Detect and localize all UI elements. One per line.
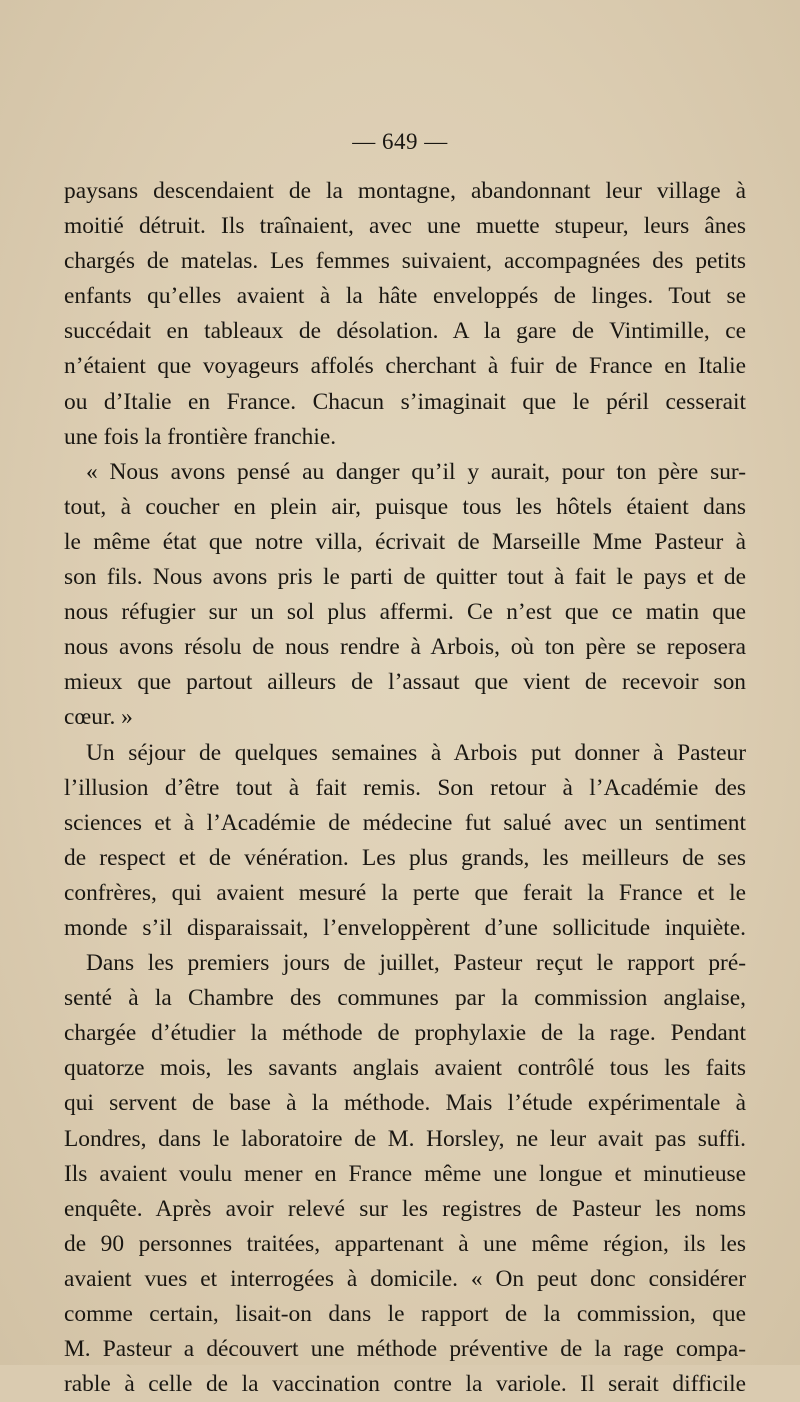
text-line: paysans descendaient de la montagne, abandonnant leur village à bbox=[64, 178, 746, 204]
text-line: de respect et de vénération. Les plus grands, les meilleurs de ses bbox=[64, 844, 746, 871]
text-line: enquête. Après avoir relevé sur les registres de Pasteur les noms bbox=[64, 1195, 746, 1222]
text-line: chargés de matelas. Les femmes suivaient, accompagnées des petits bbox=[64, 248, 746, 275]
text-line: moitié détruit. Ils traînaient, avec une muette stupeur, leurs ânes bbox=[64, 213, 746, 240]
text-line: son fils. Nous avons pris le parti de quitter tout à fait le pays et de bbox=[64, 564, 746, 591]
text-line: cœur. » bbox=[64, 704, 133, 731]
text-line: nous réfugier sur un sol plus affermi. Ce n’est que ce matin que bbox=[64, 599, 746, 626]
text-line: Dans les premiers jours de juillet, Pasteur reçut le rapport pré- bbox=[86, 950, 746, 977]
text-line: le même état que notre villa, écrivait de Marseille Mme Pasteur à bbox=[64, 528, 746, 555]
text-line: de 90 personnes traitées, appartenant à une même région, ils les bbox=[64, 1230, 746, 1257]
text-line: chargée d’étudier la méthode de prophylaxie de la rage. Pendant bbox=[64, 1020, 746, 1047]
text-line: confrères, qui avaient mesuré la perte que ferait la France et le bbox=[64, 879, 746, 906]
text-line: une fois la frontière franchie. bbox=[64, 423, 337, 450]
text-line: Un séjour de quelques semaines à Arbois put donner à Pasteur bbox=[86, 739, 746, 766]
text-line: ou d’Italie en France. Chacun s’imaginait que le péril cesserait bbox=[64, 388, 746, 415]
text-line: senté à la Chambre des communes par la commission anglaise, bbox=[64, 985, 746, 1012]
text-line: Londres, dans le laboratoire de M. Horsley, ne leur avait pas suffi. bbox=[64, 1125, 746, 1152]
text-line: enfants qu’elles avaient à la hâte enveloppés de linges. Tout se bbox=[64, 283, 746, 310]
text-line: qui servent de base à la méthode. Mais l’étude expérimentale à bbox=[64, 1090, 746, 1117]
text-line: « Nous avons pensé au danger qu’il y aurait, pour ton père sur- bbox=[86, 458, 746, 485]
text-line: nous avons résolu de nous rendre à Arbois, où ton père se reposera bbox=[64, 634, 746, 661]
text-line: n’étaient que voyageurs affolés cherchant à fuir de France en Italie bbox=[64, 353, 746, 380]
text-line: quatorze mois, les savants anglais avaient contrôlé tous les faits bbox=[64, 1055, 746, 1082]
text-line: l’illusion d’être tout à fait remis. Son retour à l’Académie des bbox=[64, 774, 746, 801]
text-line: monde s’il disparaissait, l’enveloppèrent d’une sollicitude inquiète. bbox=[64, 914, 746, 941]
page-number: — 649 — bbox=[352, 129, 448, 154]
text-line: comme certain, lisait-on dans le rapport de la commission, que bbox=[64, 1301, 746, 1327]
text-line: M. Pasteur a découvert une méthode préventive de la rage compa- bbox=[64, 1336, 746, 1363]
body-text bbox=[64, 174, 746, 1402]
text-line: Ils avaient voulu mener en France même une longue et minutieuse bbox=[64, 1160, 746, 1187]
text-line: sciences et à l’Académie de médecine fut salué avec un sentiment bbox=[64, 809, 746, 836]
text-line: avaient vues et interrogées à domicile. « On peut donc considérer bbox=[64, 1265, 746, 1292]
text-line: mieux que partout ailleurs de l’assaut que vient de recevoir son bbox=[64, 669, 746, 696]
text-line: rable à celle de la vaccination contre la variole. Il serait difficile bbox=[64, 1371, 746, 1398]
text-line: tout, à coucher en plein air, puisque tous les hôtels étaient dans bbox=[64, 493, 746, 520]
text-line: succédait en tableaux de désolation. A la gare de Vintimille, ce bbox=[64, 318, 746, 345]
